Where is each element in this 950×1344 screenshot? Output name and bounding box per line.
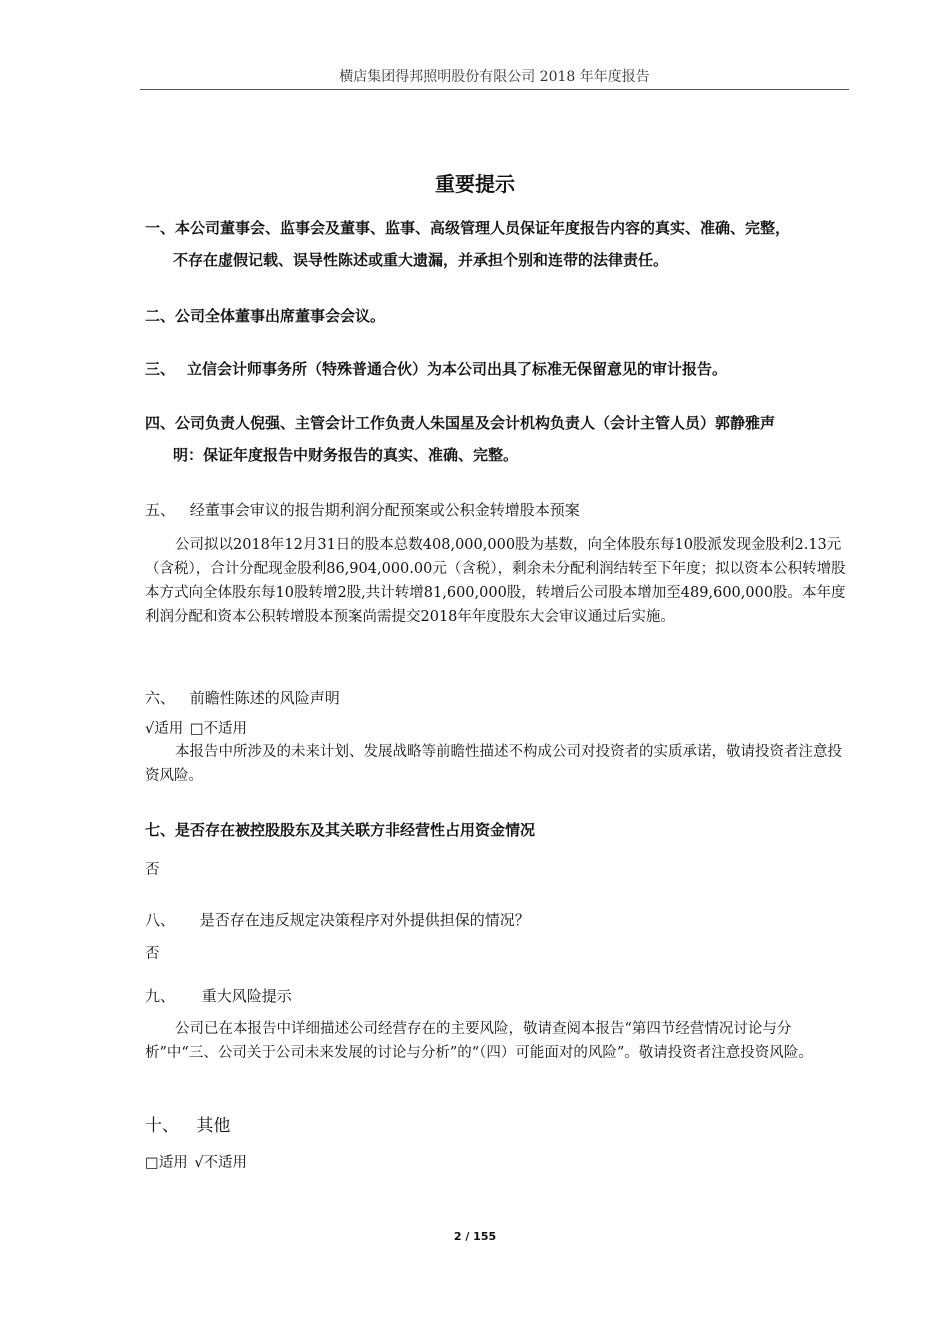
item-one-line1: 一、本公司董事会、监事会及董事、监事、高级管理人员保证年度报告内容的真实、准确、完整， bbox=[145, 219, 791, 237]
item-six-title: 前瞻性陈述的风险声明 bbox=[189, 689, 340, 707]
item-four-line1: 四、公司负责人倪强、主管会计工作负责人朱国星及会计机构负责人（会计主管人员）郭静雅声 bbox=[145, 414, 776, 432]
item-ten-applicable: □适用 bbox=[145, 1155, 188, 1171]
item-six-number: 六、 bbox=[145, 689, 176, 707]
item-six-options bbox=[145, 718, 249, 740]
item-nine-number: 九、 bbox=[145, 987, 176, 1005]
item-eight-heading bbox=[145, 904, 850, 936]
item-ten-options bbox=[145, 1152, 249, 1174]
page-header: 横店集团得邦照明股份有限公司 2018 年年度报告 bbox=[339, 69, 650, 85]
item-six-applicable: √适用 bbox=[145, 721, 184, 737]
item-six-not-applicable: □不适用 bbox=[189, 721, 248, 737]
item-eight-answer: 否 bbox=[145, 946, 160, 962]
item-three-number: 三、 bbox=[145, 360, 176, 378]
item-six-text: 本报告中所涉及的未来计划、发展战略等前瞻性描述不构成公司对投资者的实质承诺，敬请投资者注意投资风险。 bbox=[145, 744, 842, 784]
item-nine-heading bbox=[145, 980, 850, 1012]
item-seven: 七、是否存在被控股股东及其关联方非经营性占用资金情况 bbox=[145, 821, 536, 839]
item-five-body bbox=[145, 533, 850, 629]
item-four bbox=[145, 407, 850, 471]
item-six-heading bbox=[145, 682, 850, 714]
item-one bbox=[145, 212, 850, 276]
item-three-text: 立信会计师事务所（特殊普通合伙）为本公司出具了标准无保留意见的审计报告。 bbox=[187, 360, 728, 378]
item-nine-body bbox=[145, 1017, 850, 1065]
item-five-title: 经董事会审议的报告期利润分配预案或公积金转增股本预案 bbox=[189, 501, 580, 519]
item-ten-heading bbox=[145, 1110, 850, 1142]
page-number: 2 / 155 bbox=[453, 1230, 497, 1243]
item-five-heading bbox=[145, 494, 850, 526]
page-title: 重要提示 bbox=[435, 172, 515, 196]
item-nine-title: 重大风险提示 bbox=[201, 987, 292, 1005]
item-eight-title: 是否存在违反规定决策程序对外提供担保的情况？ bbox=[199, 911, 530, 929]
item-ten-not-applicable: √不适用 bbox=[194, 1155, 248, 1171]
item-three bbox=[145, 353, 850, 385]
item-five-text: 公司拟以2018年12月31日的股本总数408,000,000股为基数，向全体股东每10股派发现金股利2.13元（含税），合计分配现金股利86,904,000.00元（含税），剩余未分配利润结转至下年度；拟以资本公积转增股本方式向全体股东每10股转增2股,共计转增81,600,000股，转增后公司股本增加至489,600,000股。本年度利润分配和资本公积转增股本预案尚需提交2018年年度股东大会审议通过后实施。 bbox=[145, 537, 846, 625]
header-divider bbox=[140, 89, 849, 90]
item-seven-answer: 否 bbox=[145, 862, 160, 878]
item-nine-text: 公司已在本报告中详细描述公司经营存在的主要风险，敬请查阅本报告“第四节经营情况讨论与分析”中“三、公司关于公司未来发展的讨论与分析”的“（四）可能面对的风险”。敬请投资者注意投资风险。 bbox=[145, 1021, 813, 1061]
item-four-line2: 明：保证年度报告中财务报告的真实、准确、完整。 bbox=[173, 446, 519, 464]
item-eight-number: 八、 bbox=[145, 911, 176, 929]
item-two: 二、公司全体董事出席董事会会议。 bbox=[145, 307, 386, 325]
item-one-line2: 不存在虚假记载、误导性陈述或重大遗漏，并承担个别和连带的法律责任。 bbox=[173, 251, 669, 269]
item-ten-number: 十、 bbox=[145, 1116, 179, 1136]
item-ten-title: 其他 bbox=[196, 1116, 231, 1136]
item-six-body bbox=[145, 740, 850, 788]
item-five-number: 五、 bbox=[145, 501, 176, 519]
